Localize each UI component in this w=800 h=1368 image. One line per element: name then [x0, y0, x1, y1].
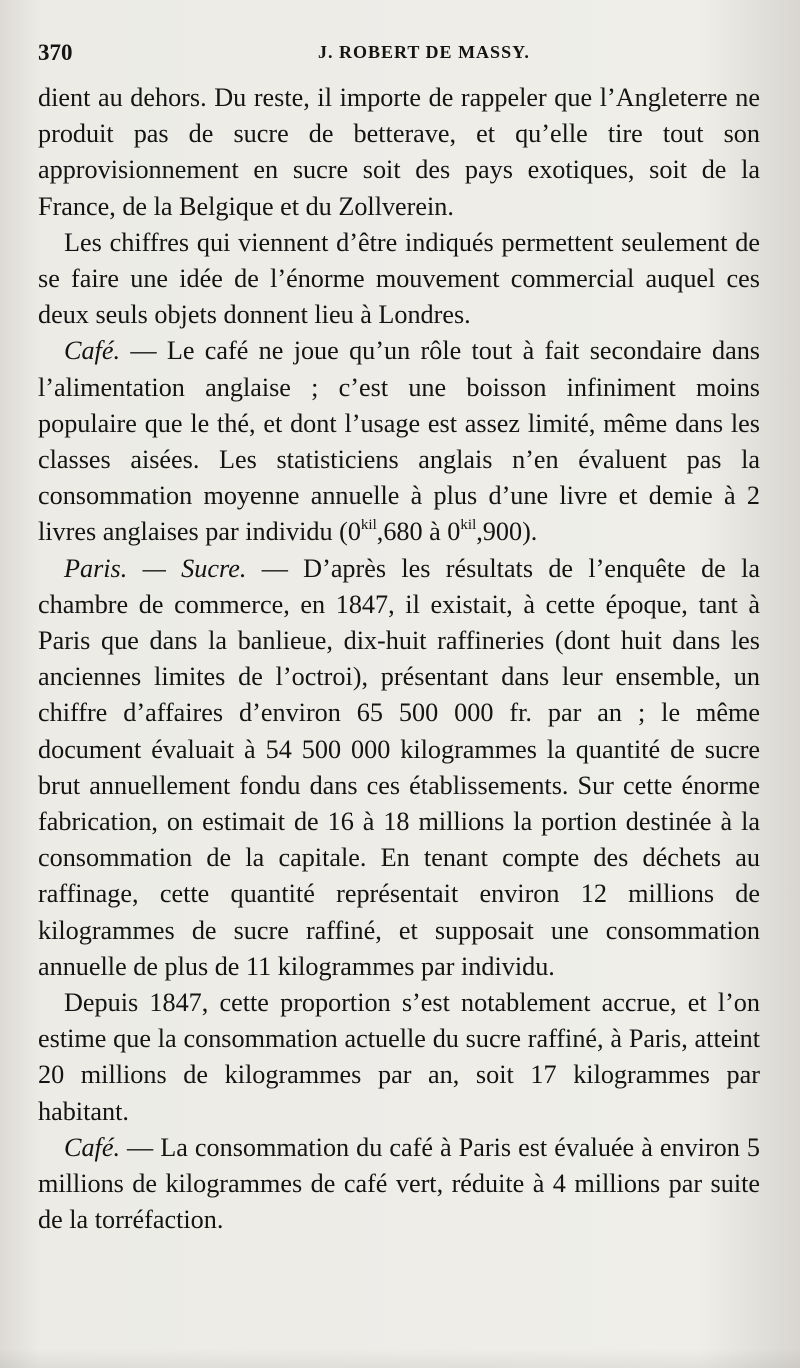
running-title: J. ROBERT DE MASSY.: [318, 42, 530, 62]
paragraph-london-coffee: Café. — Le café ne joue qu’un rôle tout à fait secondaire dans l’alimentation anglaise ; c’est une boisson infiniment moins populaire que le thé, et dont l’usage est assez limité, même dans les classes aisées. Les statisticiens anglais n’en évaluent pas la consommation moyenne annuelle à plus d’une livre et demie à 2 livres anglaises par individu ($0^{kil},680$ à $0^{kil},900$).: [38, 336, 760, 547]
unit-superscript: kil: [460, 516, 477, 533]
paragraph-continuation: dient au dehors. Du reste, il importe de rappeler que l’Angleterre ne produit pas de sucre de betterave, et qu’elle tire tout son approvisionnement en sucre soit des pays exotiques, soit de la France, de la Belgique et du Zollverein.: [38, 83, 760, 221]
section-lead: Paris. — Sucre.: [64, 553, 247, 583]
page-header: [38, 34, 778, 74]
body-text: [38, 80, 760, 1239]
page-bottom-shadow: [0, 1348, 800, 1368]
unit-superscript: kil: [360, 516, 377, 533]
page-number: 370: [38, 40, 73, 65]
paragraph-figures: Les chiffres qui viennent d’être indiqués permettent seulement de se faire une idée de l’énorme mouvement commercial auquel ces deux seuls objets donnent lieu à Londres.: [38, 227, 760, 330]
paragraph-paris-coffee: Café. — La consommation du café à Paris est évaluée à environ 5 millions de kilogrammes de café vert, réduite à 4 millions par suite de la torréfaction.: [38, 1132, 760, 1235]
paragraph-paris-sugar: Paris. — Sucre. — D’après les résultats de l’enquête de la chambre de commerce, en 1847, il existait, à cette époque, tant à Paris que dans la banlieue, dix-huit raffineries (dont huit dans les anciennes limites de l’octroi), présentant dans leur ensemble, un chiffre d’affaires d’environ 65 500 000 fr. par an ; le même document évaluait à 54 500 000 kilogrammes la quantité de sucre brut annuellement fondu dans ces établissements. Sur cette énorme fabrication, on estimait de 16 à 18 millions la portion destinée à la consommation de la capitale. En tenant compte des déchets au raffinage, cette quantité représentait environ 12 millions de kilogrammes de sucre raffiné, et supposait une consommation annuelle de plus de 11 kilogrammes par individu.: [38, 553, 760, 981]
section-lead: Café.: [64, 336, 121, 366]
paragraph-since-1847: Depuis 1847, cette proportion s’est notablement accrue, et l’on estime que la consommation actuelle du sucre raffiné, à Paris, atteint 20 millions de kilogrammes par an, soit 17 kilogrammes par habitant.: [38, 988, 760, 1126]
section-lead: Café.: [64, 1132, 121, 1162]
